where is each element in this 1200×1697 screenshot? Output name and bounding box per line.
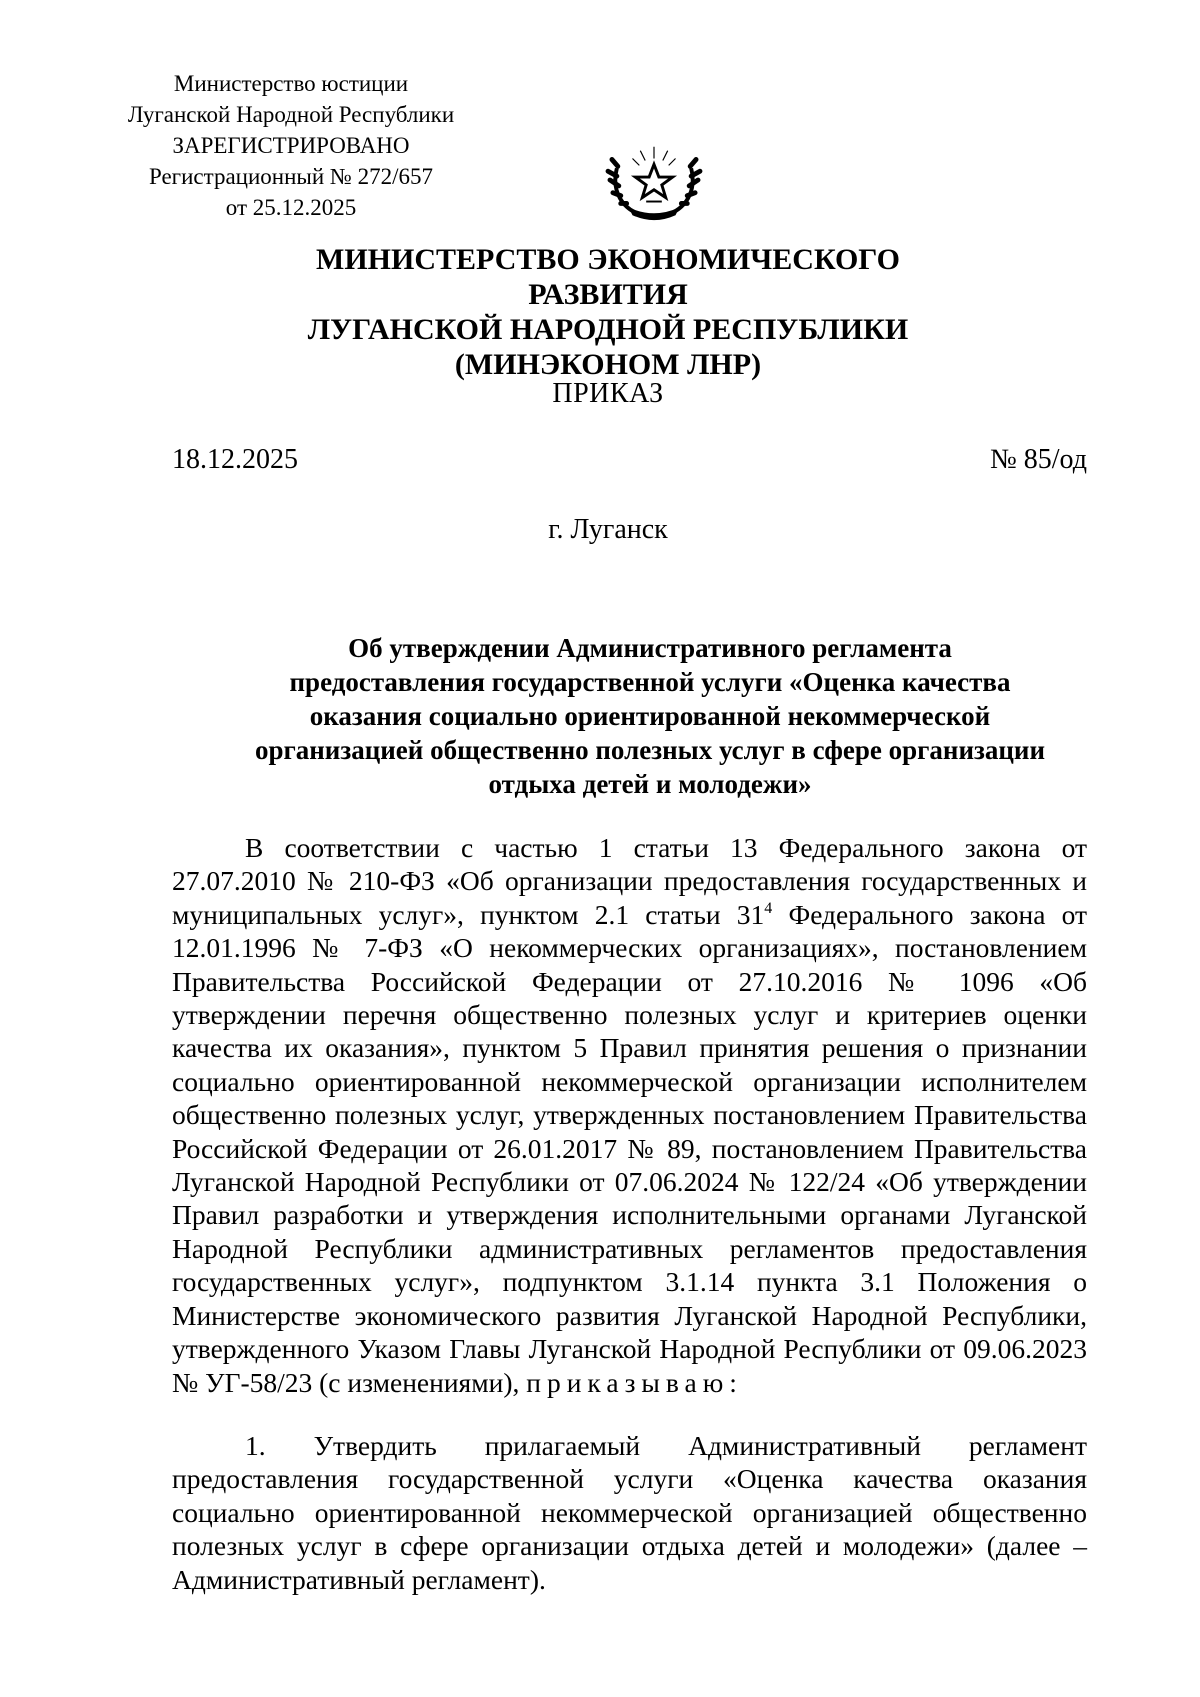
- document-title: [200, 631, 1100, 801]
- registration-ministry: Министерство юстиции: [173, 71, 409, 96]
- clause-1-paragraph: 1. Утвердить прилагаемый Административный регламент предоставления государственной услуги «Оценка качества оказания социально ориентированной некоммерческой организацией общественно полезных услуг в сфере организации отдыха детей и молодежи» (далее – Административный регламент).: [172, 1429, 1087, 1595]
- registration-stamp: [118, 68, 464, 223]
- ministry-name-line2: ЛУГАНСКОЙ НАРОДНОЙ РЕСПУБЛИКИ: [307, 313, 909, 346]
- registration-status: ЗАРЕГИСТРИРОВАНО: [172, 133, 410, 158]
- ministry-abbreviation: (МИНЭКОНОМ ЛНР): [454, 348, 762, 381]
- article-superscript: 4: [764, 899, 773, 917]
- order-word: приказываю:: [526, 1366, 743, 1398]
- document-city: г. Луганск: [548, 514, 668, 545]
- document-type: ПРИКАЗ: [552, 378, 664, 409]
- registration-number: Регистрационный № 272/657: [148, 164, 434, 189]
- ministry-name-line1: МИНИСТЕРСТВО ЭКОНОМИЧЕСКОГО РАЗВИТИЯ: [316, 243, 900, 311]
- registration-republic: Луганской Народной Республики: [127, 102, 455, 127]
- document-number: № 85/од: [990, 444, 1087, 475]
- title-line: оказания социально ориентированной некоммерческой: [309, 701, 991, 731]
- preamble-text: В соответствии с частью 1 статьи 13 Федерального закона от 27.07.2010 № 210-ФЗ «Об организации предоставления государственных и муниципальных услуг», пунктом 2.1 статьи 31: [172, 832, 1087, 930]
- title-line: предоставления государственной услуги «Оценка качества: [289, 667, 1011, 697]
- coat-of-arms-icon: [605, 137, 703, 225]
- registration-date: от 25.12.2025: [225, 195, 357, 220]
- title-line: отдыха детей и молодежи»: [488, 769, 812, 799]
- title-line: организацией общественно полезных услуг в сфере организации: [254, 735, 1046, 765]
- ministry-header: [250, 242, 966, 382]
- title-line: Об утверждении Административного регламента: [348, 633, 952, 663]
- document-date: 18.12.2025: [172, 444, 298, 475]
- document-body: [172, 831, 1087, 1596]
- preamble-paragraph: [172, 831, 1087, 1399]
- preamble-text-continued: Федерального закона от 12.01.1996 № 7-ФЗ «О некоммерческих организациях», постановлением Правительства Российской Федерации от 27.10.2016 № 1096 «Об утверждении перечня общественно полезных услуг и критериев оценки качества их оказания», пунктом 5 Правил принятия решения о признании социально ориентированной некоммерческой организации исполнителем общественно полезных услуг, утвержденных постановлением Правительства Российской Федерации от 26.01.2017 № 89, постановлением Правительства Луганской Народной Республики от 07.06.2024 № 122/24 «Об утверждении Правил разработки и утверждения исполнительными органами Луганской Народной Республики административных регламентов предоставления государственных услуг», подпунктом 3.1.14 пункта 3.1 Положения о Министерстве экономического развития Луганской Народной Республики, утвержденного Указом Главы Луганской Народной Республики от 09.06.2023 № УГ-58/23 (с изменениями),: [172, 898, 1087, 1398]
